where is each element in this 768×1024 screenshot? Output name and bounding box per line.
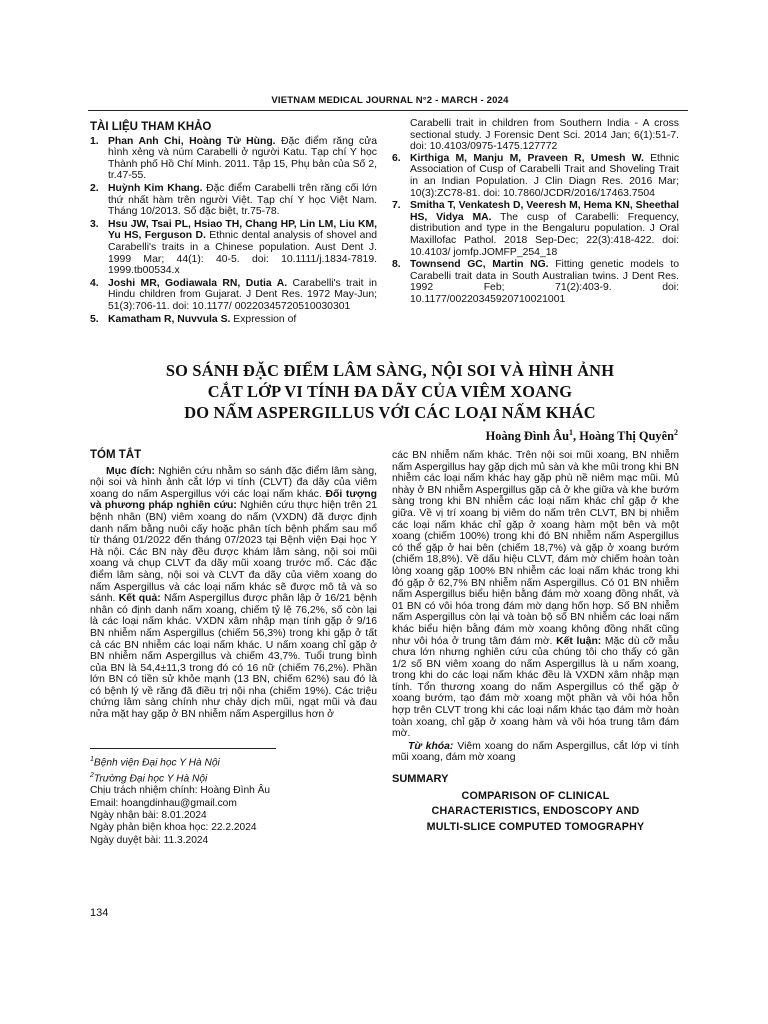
accepted-date: Ngày duyệt bài: 11.3.2024 — [90, 834, 209, 846]
article-title-line: SO SÁNH ĐẶC ĐIỂM LÂM SÀNG, NỘI SOI VÀ HÌNH ẢNH — [165, 361, 615, 380]
keywords — [392, 741, 679, 764]
references-left-column — [90, 122, 377, 326]
reference-authors: Townsend GC, Martin NG. — [410, 259, 549, 271]
header-rule — [88, 110, 688, 111]
corresponding-author: Chịu trách nhiệm chính: Hoàng Đình Âu — [90, 785, 271, 797]
reference-authors: Hsu JW, Tsai PL, Hsiao TH, Chang HP, Lin LM, Liu KM, Yu HS, Ferguson D. — [108, 218, 377, 242]
affiliation-2 — [90, 770, 377, 786]
keywords-text: Viêm xoang do nấm Aspergillus, cắt lớp vi tính mũi xoang, đám mờ xoang — [392, 740, 679, 764]
email: Email: hoangdinhau@gmail.com — [90, 797, 237, 809]
reference-item — [90, 136, 377, 182]
article-title — [90, 360, 690, 423]
abstract-body — [90, 466, 377, 721]
conclusion-label: Kết luận: — [556, 635, 602, 647]
reference-text: Ethnic Association of Cusp of Carabelli Trait and Shoveling Trait in an Indian Population. J Clin Diagn Res. 2016 Mar; 10(3):ZC78-81. doi: 10.7860/JCDR/2016/17463.7504 — [410, 152, 680, 199]
article-title-line: CẮT LỚP VI TÍNH ĐA DÃY CỦA VIÊM XOANG — [207, 382, 573, 401]
article-authors — [486, 428, 678, 444]
reference-authors: Kirthiga M, Manju M, Praveen R, Umesh W. — [410, 152, 644, 164]
reference-text: Đặc điểm Carabelli trên răng cối lớn thứ nhất hàm trên người Việt. Tạp chí Y học Việt Nam. Tháng 10/2013. Số đặc biệt, tr.75-78. — [108, 182, 377, 218]
summary-heading: SUMMARY — [392, 773, 449, 786]
english-title-line: MULTI-SLICE COMPUTED TOMOGRAPHY — [426, 820, 645, 833]
reference-text: Fitting genetic models to Carabelli trait data in South Australian twins. J Dent Res. 1992 Feb; 71(2):403-9. doi: 10.1177/00220345920710021001 — [410, 259, 679, 305]
reference-number: 6. — [392, 152, 401, 164]
reference-number: 3. — [90, 218, 99, 230]
english-title-line: CHARACTERISTICS, ENDOSCOPY AND — [431, 805, 640, 818]
abstract-heading: TÓM TẮT — [90, 449, 142, 461]
reference-item — [90, 278, 377, 313]
affiliation-mark: 1 — [90, 756, 94, 763]
running-header: VIETNAM MEDICAL JOURNAL N°2 - MARCH - 2024 — [271, 95, 509, 106]
reference-continuation: Carabelli trait in children from Southern India - A cross sectional study. J Forensic Dent Sci. 2014 Jan; 6(1):51-7. doi: 10.4103/0975-1475.127772 — [410, 118, 679, 153]
reference-number: 5. — [90, 313, 99, 325]
reference-number: 7. — [392, 200, 401, 212]
results-text: Nấm Aspergillus được phân lập ở 16/21 bệnh nhân có định danh nấm xoang, chiếm tỷ lệ 76,2%, số còn lại là các loại nấm khác. VXDN xâm nhập mạn tính gặp ở 9/16 BN nhiễm nấm Aspergillus (chiếm 56,3%) trong khi gặp ở tất cả các BN nhiễm các loại nấm khác. U nấm xoang chỉ gặp ở BN nhiễm nấm Aspergillus và chiếm 43,7%. Tuổi trung bình của BN là 54,4±11,3 trong đó có 16 nữ (chiếm 76,2%). Phần lớn BN có tiền sử khỏe mạnh (13 BN, chiếm 62%) sau đó là có bệnh lý về răng đã điều trị nội nha (chiếm 19%). Các triệu chứng lâm sàng chính như chảy dịch mũi, ngạt mũi và đau nửa mặt hay gặp ở BN nhiễm nấm Aspergillus hơn ở — [90, 593, 377, 721]
reference-item — [90, 219, 377, 277]
english-title-line: COMPARISON OF CLINICAL — [461, 789, 610, 802]
keywords-label: Từ khóa: — [408, 740, 454, 752]
results-text-continued: các BN nhiễm nấm khác. Trên nội soi mũi xoang, BN nhiễm nấm Aspergillus hay gặp dịch mủ sàn và khe mũi trong khi BN nhiễm các loại nấm khác hay gặp phù nề niêm mạc mũi. Mủ nhày ở BN nhiễm Aspergillus gặp cả ở khe giữa và khe bướm sàng trong khi BN nhiễm các loại nấm khác chỉ gặp ở khe giữa. Về vị trí xoang bị viêm do nấm trên CLVT, BN bị nhiễm các loại nấm khác chỉ gặp ở xoang hàm một bên và một xoang (chiếm 100%) trong khi đó BN nhiễm nấm Aspergillus có thể gặp ở hai bên (chiếm 18,7%) và gặp ở xoang bướm (chiếm 18,8%). Về dấu hiệu CLVT, đám mờ chiếm hoàn toàn lòng xoang gặp 100% BN nhiễm các loại nấm khác trong khi đó gặp ở 62,7% BN nhiễm nấm Aspergillus. Có 01 BN nhiễm nấm Aspergillus biểu hiện bằng đám mờ xoang đồng nhất, và 01 BN có vôi hóa trong đám mờ dạng hốn hợp. Số BN nhiễm nấm Aspergillus còn lại và toàn bộ số BN nhiễm các loại nấm khác biểu hiện bằng đám mờ xoang không đồng nhất cũng như vôi hóa ở trung tâm đám mờ. — [392, 450, 679, 647]
article-title-line: DO NẤM ASPERGILLUS VỚI CÁC LOẠI NẤM KHÁC — [184, 403, 596, 422]
author-name: Hoàng Đình Âu — [485, 429, 569, 444]
references-heading: TÀI LIỆU THAM KHẢO — [90, 121, 212, 133]
reference-list-left — [90, 136, 377, 326]
author-affiliation-mark: 1 — [568, 428, 573, 437]
author-affiliation-mark: 2 — [674, 428, 678, 437]
reference-item — [90, 183, 377, 218]
affiliation-text: Bệnh viện Đại học Y Hà Nội — [93, 757, 220, 769]
footnotes — [90, 754, 377, 847]
conclusion-text: Mặc dù cỡ mẫu chưa lớn nhưng nghiên cứu của chúng tôi cho thấy có gần 1/2 số BN viêm xoang do nấm Aspergillus là u nấm xoang, trong khi do các loại nấm khác đều là VXDN xâm nhập mạn tính. Tổn thương xoang do nấm Aspergillus có thể gặp ở xoang bướm, tạo đám mờ xoang một phần và vôi hóa hỗn hợp trên CLVT trong khi các loại nấm khác tạo đám mờ hoàn toàn xoang, chỉ gặp ở xoang hàm và vôi hóa trung tâm đám mờ. — [392, 635, 679, 740]
reviewed-date: Ngày phản biện khoa học: 22.2.2024 — [90, 822, 257, 834]
reference-authors: Smitha T, Venkatesh D, Veeresh M, Hema KN, Sheethal HS, Vidya MA. — [410, 200, 679, 223]
reference-text: Ethnic dental analysis of shovel and Carabelli's traits in a Chinese population. Aust Dent J. 1999 Mar; 44(1): 40-5. doi: 10.1111/j.1834-7819. 1999.tb00534.x — [108, 230, 377, 277]
methods-label: Đối tượng và phương pháp nghiên cứu: — [90, 488, 377, 512]
reference-item — [90, 314, 377, 326]
reference-number: 8. — [392, 259, 401, 271]
footnote-rule — [90, 748, 276, 749]
reference-text: The cusp of Carabelli: Frequency, distribution and type in the Bengaluru population. J Oral Maxillofac Pathol. 2018 Sep-Dec; 22(3):418-422. doi: 10.4103/ jomfp.JOMFP_254_18 — [410, 211, 679, 258]
results-label: Kết quả: — [118, 593, 161, 605]
affiliation-1 — [90, 754, 377, 770]
page-number: 134 — [90, 907, 109, 919]
reference-number: 2. — [90, 182, 99, 194]
reference-item — [392, 153, 679, 199]
english-title — [392, 789, 679, 836]
reference-text: Carabelli's trait in Hindu children from Gujarat. J Dent Res. 1972 May-Jun; 51(3):706-11. doi: 10.1177/ 00220345720510030301 — [108, 277, 377, 312]
reference-number: 4. — [90, 277, 99, 289]
reference-authors: Huỳnh Kim Khang. — [108, 182, 203, 194]
reference-authors: Joshi MR, Godiawala RN, Dutia A. — [108, 277, 288, 289]
abstract-right-column — [392, 450, 679, 835]
references-right-column — [392, 118, 679, 307]
abstract-body-continued — [392, 450, 679, 740]
reference-authors: Phan Anh Chi, Hoàng Tử Hùng. — [108, 135, 276, 147]
author-separator: , — [572, 429, 580, 444]
abstract-left-column — [90, 450, 377, 721]
author-name: Hoàng Thị Quyên — [579, 429, 674, 444]
reference-item — [392, 259, 679, 305]
affiliation-text: Trường Đại học Y Hà Nội — [93, 773, 208, 785]
received-date: Ngày nhận bài: 8.01.2024 — [90, 809, 207, 821]
aim-label: Mục đích: — [106, 465, 155, 477]
reference-authors: Kamatham R, Nuvvula S. — [108, 313, 231, 325]
aim-text: Nghiên cứu nhằm so sánh đặc điểm lâm sàng, nội soi và hình ảnh cắt lớp vi tính (CLVT) đa dãy của viêm xoang do nấm Aspergillus với các loại nấm khác. — [90, 465, 377, 500]
reference-number: 1. — [90, 135, 99, 147]
reference-item — [392, 200, 679, 258]
reference-list-right — [392, 153, 679, 306]
methods-text: Nghiên cứu thực hiện trên 21 bệnh nhân (BN) viêm xoang do nấm (VXDN) đã được định danh nấm bằng nuôi cấy hoặc phân tích bệnh phẩm sau mổ từ tháng 01/2022 đến tháng 07/2023 tại Bệnh viện Đại học Y Hà nội. Các BN này đều được khám lâm sàng, nội soi mũi xoang và chụp CLVT đa dãy mũi xoang trước mổ. Các đặc điểm lâm sàng, nội soi và CLVT đa dãy của viêm xoang do nấm Aspergillus và các loại nấm khác sẽ được mô tả và so sánh. — [90, 500, 377, 605]
reference-text: Expression of — [230, 313, 297, 325]
reference-text: Đặc điểm răng cửa hình xẻng và núm Carabelli ở người Katu. Tạp chí Y học Thành phố Hồ Chí Minh. 2011. Tập 15, Phụ bản của Số 2, tr.47-55. — [108, 135, 377, 182]
affiliation-mark: 2 — [90, 771, 94, 779]
